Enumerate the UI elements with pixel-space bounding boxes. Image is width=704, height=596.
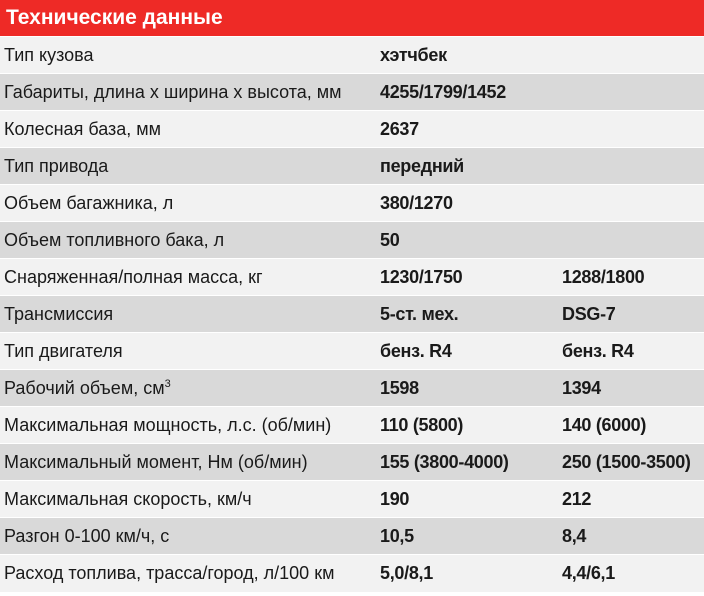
spec-row <box>0 74 704 111</box>
spec-value-1: 5-ст. мех. <box>380 296 562 333</box>
spec-row <box>0 481 704 518</box>
spec-value-1: 1230/1750 <box>380 259 562 296</box>
spec-value-2: 250 (1500-3500) <box>562 444 704 481</box>
spec-table-body <box>0 37 704 592</box>
spec-row <box>0 370 704 407</box>
spec-label <box>0 111 380 148</box>
spec-value-2 <box>562 37 704 74</box>
spec-value-2 <box>562 222 704 259</box>
spec-label <box>0 185 380 222</box>
spec-value-1: 5,0/8,1 <box>380 555 562 592</box>
spec-label <box>0 333 380 370</box>
spec-label-text: Колесная база, мм <box>4 118 162 139</box>
spec-label-text: Тип двигателя <box>4 340 123 361</box>
spec-row <box>0 111 704 148</box>
spec-value-2: 140 (6000) <box>562 407 704 444</box>
spec-label-text: Трансмиссия <box>4 303 114 324</box>
spec-row <box>0 222 704 259</box>
spec-label-text: Объем багажника, л <box>4 192 174 213</box>
spec-value-2 <box>562 111 704 148</box>
spec-label-text: Разгон 0-100 км/ч, с <box>4 525 170 546</box>
spec-value-2: DSG-7 <box>562 296 704 333</box>
spec-value-1: 1598 <box>380 370 562 407</box>
spec-label-superscript: 3 <box>164 377 171 390</box>
spec-label <box>0 407 380 444</box>
spec-row <box>0 444 704 481</box>
spec-label <box>0 518 380 555</box>
spec-row <box>0 407 704 444</box>
spec-label <box>0 37 380 74</box>
spec-label-text: Рабочий объем, см <box>4 377 165 398</box>
spec-value-2 <box>562 74 704 111</box>
spec-value-2 <box>562 185 704 222</box>
spec-value-2 <box>562 148 704 185</box>
spec-label <box>0 259 380 296</box>
spec-row <box>0 333 704 370</box>
spec-label <box>0 74 380 111</box>
spec-label-text: Максимальная мощность, л.с. (об/мин) <box>4 414 332 435</box>
spec-row <box>0 259 704 296</box>
spec-value-1: 110 (5800) <box>380 407 562 444</box>
spec-label-text: Снаряженная/полная масса, кг <box>4 266 263 287</box>
spec-value-2: 212 <box>562 481 704 518</box>
spec-row <box>0 148 704 185</box>
spec-value-2: 1288/1800 <box>562 259 704 296</box>
spec-label-text: Расход топлива, трасса/город, л/100 км <box>4 562 335 583</box>
spec-row <box>0 555 704 592</box>
spec-value-2: бенз. R4 <box>562 333 704 370</box>
spec-value-1: 190 <box>380 481 562 518</box>
spec-label <box>0 370 380 407</box>
spec-value-1: 380/1270 <box>380 185 562 222</box>
spec-value-2: 1394 <box>562 370 704 407</box>
spec-label <box>0 555 380 592</box>
spec-value-1: хэтчбек <box>380 37 562 74</box>
spec-value-2: 8,4 <box>562 518 704 555</box>
spec-label <box>0 222 380 259</box>
spec-label-text: Габариты, длина х ширина х высота, мм <box>4 81 342 102</box>
spec-row <box>0 518 704 555</box>
spec-label-text: Максимальная скорость, км/ч <box>4 488 252 509</box>
spec-row <box>0 37 704 74</box>
spec-row <box>0 185 704 222</box>
spec-label <box>0 444 380 481</box>
spec-value-1: бенз. R4 <box>380 333 562 370</box>
spec-label-text: Тип привода <box>4 155 109 176</box>
spec-label <box>0 296 380 333</box>
spec-label <box>0 481 380 518</box>
spec-value-1: 2637 <box>380 111 562 148</box>
spec-label-text: Максимальный момент, Нм (об/мин) <box>4 451 308 472</box>
spec-value-1: 10,5 <box>380 518 562 555</box>
spec-label-text: Объем топливного бака, л <box>4 229 225 250</box>
spec-title: Технические данные <box>0 0 704 36</box>
spec-value-1: передний <box>380 148 562 185</box>
spec-value-2: 4,4/6,1 <box>562 555 704 592</box>
spec-label <box>0 148 380 185</box>
spec-row <box>0 296 704 333</box>
spec-value-1: 50 <box>380 222 562 259</box>
spec-value-1: 155 (3800-4000) <box>380 444 562 481</box>
spec-label-text: Тип кузова <box>4 44 94 65</box>
spec-value-1: 4255/1799/1452 <box>380 74 562 111</box>
spec-table <box>0 36 704 592</box>
